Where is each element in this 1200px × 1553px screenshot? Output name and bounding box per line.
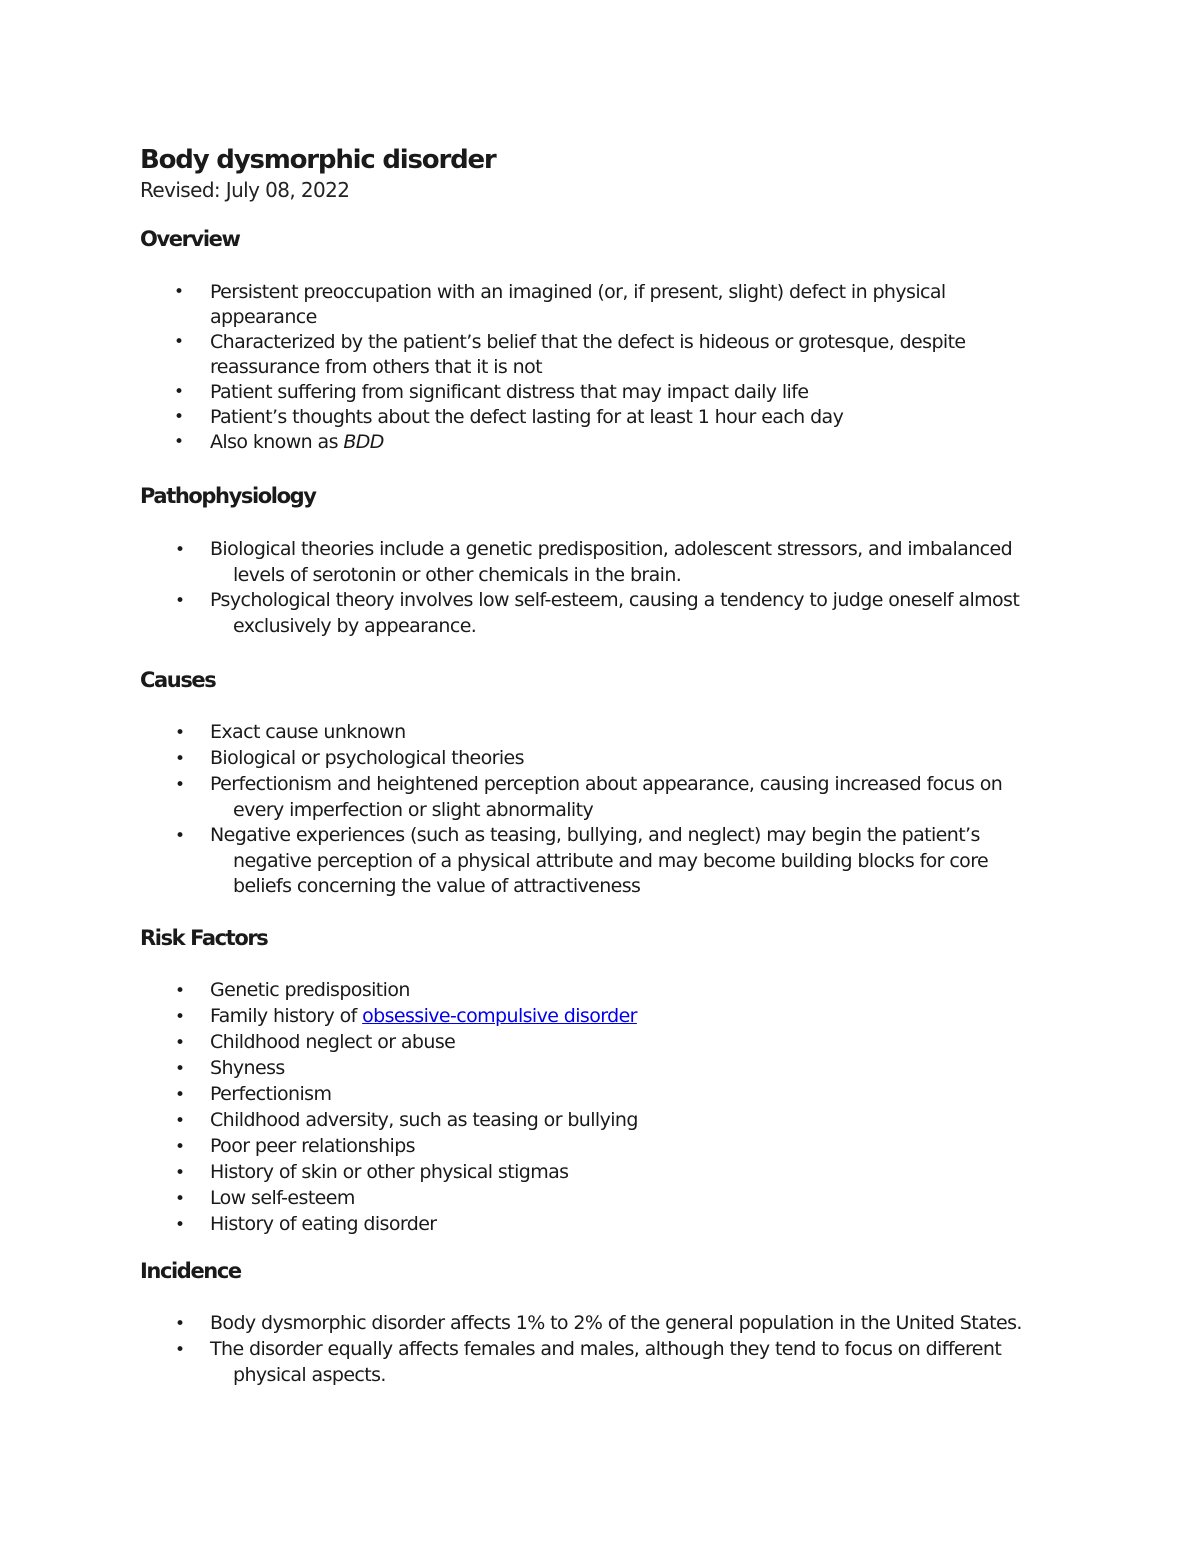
overview-list [174,280,1010,455]
list-item: • Characterized by the patient’s belief that the defect is hideous or grotesque, despite reassurance from others that it is not [174,331,966,378]
list-item: • Body dysmorphic disorder affects 1% to 2% of the general population in the United States. [175,1312,1022,1334]
heading-risk-factors: Risk Factors [140,926,268,950]
list-item: • Biological or psychological theories [175,747,524,769]
list-item: • Family history of obsessive-compulsive disorder [175,1005,637,1027]
list-item: • Also known as BDD [174,431,384,453]
pathophysiology-list [175,537,1050,639]
aka-term: BDD [343,431,384,453]
bullet: • [174,282,184,302]
list-item: • Low self-esteem [175,1187,355,1209]
ocd-link[interactable]: obsessive-compulsive disorder [362,1005,637,1027]
list-item: • Persistent preoccupation with an imagined (or, if present, slight) defect in physical appearance [174,281,946,328]
heading-incidence: Incidence [140,1259,241,1283]
list-item: • History of eating disorder [175,1213,437,1235]
document-title: Body dysmorphic disorder [140,145,496,175]
list-item: • Childhood adversity, such as teasing or bullying [175,1109,638,1131]
heading-overview: Overview [140,227,240,251]
list-item: • Shyness [175,1057,285,1079]
bullet: • [174,432,184,452]
list-item: • Childhood neglect or abuse [175,1031,456,1053]
revised-date: Revised: July 08, 2022 [140,178,350,202]
heading-pathophysiology: Pathophysiology [140,484,316,508]
list-item: • Exact cause unknown [175,721,406,743]
causes-list [175,720,1050,899]
list-item: • Patient suffering from significant distress that may impact daily life [174,381,809,403]
bullet: • [174,332,184,352]
list-item: • Psychological theory involves low self-esteem, causing a tendency to judge oneself almost exclusively by appearance. [175,589,1020,637]
list-item: • Perfectionism [175,1083,332,1105]
list-item: • The disorder equally affects females and males, although they tend to focus on different physical aspects. [175,1338,1002,1386]
risk-factors-list [175,978,1050,1238]
bullet: • [174,407,184,427]
heading-causes: Causes [140,668,216,692]
list-item: • Biological theories include a genetic predisposition, adolescent stressors, and imbalanced levels of serotonin or other chemicals in the brain. [175,538,1013,586]
incidence-list [175,1311,1050,1388]
list-item: • History of skin or other physical stigmas [175,1161,569,1183]
list-item: • Negative experiences (such as teasing, bullying, and neglect) may begin the patient’s negative perception of a physical attribute and may become building blocks for core beliefs concerning the value of attractiveness [175,824,989,897]
bullet: • [174,382,184,402]
list-item: • Perfectionism and heightened perception about appearance, causing increased focus on every imperfection or slight abnormality [175,773,1003,821]
list-item: • Patient’s thoughts about the defect lasting for at least 1 hour each day [174,406,844,428]
list-item: • Genetic predisposition [175,979,410,1001]
list-item: • Poor peer relationships [175,1135,415,1157]
